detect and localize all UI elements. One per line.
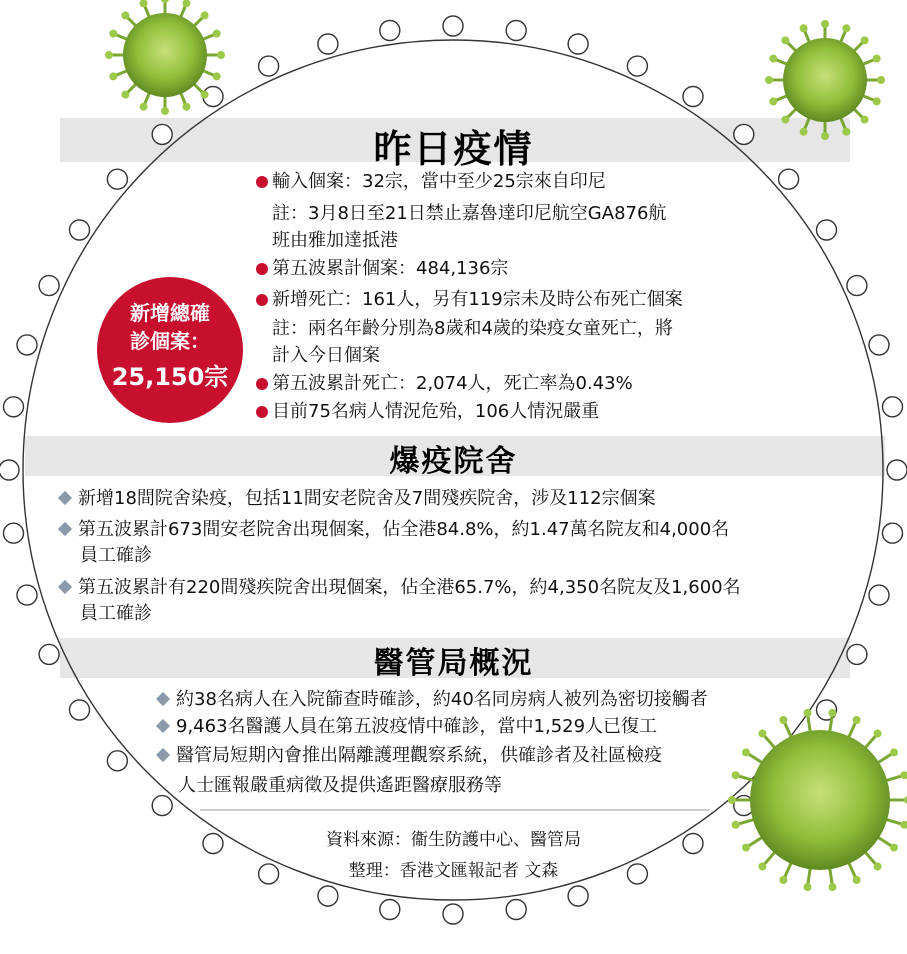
ring-knob: [4, 397, 24, 417]
continuation-line: 人士匯報嚴重病徵及提供遙距醫療服務等: [178, 775, 502, 796]
ring-knob: [39, 276, 59, 296]
note-line: 註：3月8日至21日禁止嘉魯達印尼航空GA876航: [272, 203, 667, 224]
continuation-line: 員工確診: [80, 545, 152, 566]
list-item: 目前75名病人情況危殆，106人情況嚴重: [256, 401, 599, 423]
section2-title: 爆疫院舍: [389, 444, 518, 479]
list-item: 輸入個案：32宗，當中至少25宗來自印尼: [256, 171, 606, 193]
diamond-bullet-icon: [156, 692, 170, 706]
list-item: 第五波累計死亡：2,074人，死亡率為0.43%: [256, 373, 633, 395]
total-cases-badge: [97, 277, 243, 423]
badge-line1: 新增總確: [130, 301, 210, 325]
list-item: 約38名病人在入院篩查時確診，約40名同房病人被列為密切接觸者: [155, 689, 708, 711]
ring-knob: [4, 523, 24, 543]
ring-knob: [70, 700, 90, 720]
list-item: 新增死亡：161人，另有119宗未及時公布死亡個案: [256, 289, 683, 311]
diamond-bullet-icon: [58, 522, 72, 536]
ring-knob: [443, 16, 463, 36]
note-line: 計入今日個案: [272, 345, 380, 366]
diamond-bullet-icon: [58, 580, 72, 594]
ring-knob: [817, 220, 837, 240]
ring-knob: [318, 34, 338, 54]
ring-knob: [506, 21, 526, 41]
ring-knob: [70, 220, 90, 240]
ring-knob: [883, 397, 903, 417]
list-item: 醫管局短期內會推出隔離護理觀察系統，供確診者及社區檢疫: [155, 745, 662, 767]
bullet-icon: [256, 176, 268, 188]
diamond-bullet-icon: [58, 491, 72, 505]
editor-credit: 整理：香港文匯報記者 文森: [348, 861, 559, 881]
virus-icon: [105, 0, 225, 115]
bullet-icon: [256, 406, 268, 418]
list-item: 新增18間院舍染疫，包括11間安老院舍及7間殘疾院舍，涉及112宗個案: [57, 488, 656, 510]
ring-knob: [568, 34, 588, 54]
source-credit: 資料來源：衞生防護中心、醫管局: [326, 830, 581, 850]
ring-knob: [683, 87, 703, 107]
ring-knob: [568, 886, 588, 906]
continuation-line: 員工確診: [80, 603, 152, 624]
list-item: 第五波累計個案：484,136宗: [256, 258, 508, 280]
note-line: 班由雅加達抵港: [272, 230, 398, 251]
bullet-icon: [256, 378, 268, 390]
list-item: 9,463名醫護人員在第五波疫情中確診，當中1,529人已復工: [155, 716, 657, 738]
ring-knob: [506, 900, 526, 920]
list-item: 第五波累計673間安老院舍出現個案，佔全港84.8%，約1.47萬名院友和4,000名: [57, 519, 729, 541]
ring-knob: [869, 585, 889, 605]
ring-knob: [380, 900, 400, 920]
badge-line3: 25,150宗: [111, 363, 229, 391]
ring-knob: [883, 523, 903, 543]
note-line: 註：兩名年齡分別為8歲和4歲的染疫女童死亡，將: [272, 318, 673, 339]
ring-knob: [443, 904, 463, 924]
diamond-bullet-icon: [156, 719, 170, 733]
bullet-icon: [256, 294, 268, 306]
ring-knob: [627, 56, 647, 76]
ring-knob: [17, 335, 37, 355]
ring-knob: [318, 886, 338, 906]
badge-line2: 診個案：: [130, 329, 210, 353]
ring-knob: [869, 335, 889, 355]
ring-knob: [259, 56, 279, 76]
ring-knob: [380, 21, 400, 41]
ring-knob: [107, 751, 127, 771]
diamond-bullet-icon: [156, 748, 170, 762]
section3-title: 醫管局概況: [373, 646, 534, 681]
ring-knob: [17, 585, 37, 605]
ring-knob: [152, 796, 172, 816]
list-item: 第五波累計有220間殘疾院舍出現個案，佔全港65.7%，約4,350名院友及1,600名: [57, 577, 741, 599]
bullet-icon: [256, 263, 268, 275]
ring-knob: [847, 276, 867, 296]
section1-title: 昨日疫情: [373, 127, 534, 171]
